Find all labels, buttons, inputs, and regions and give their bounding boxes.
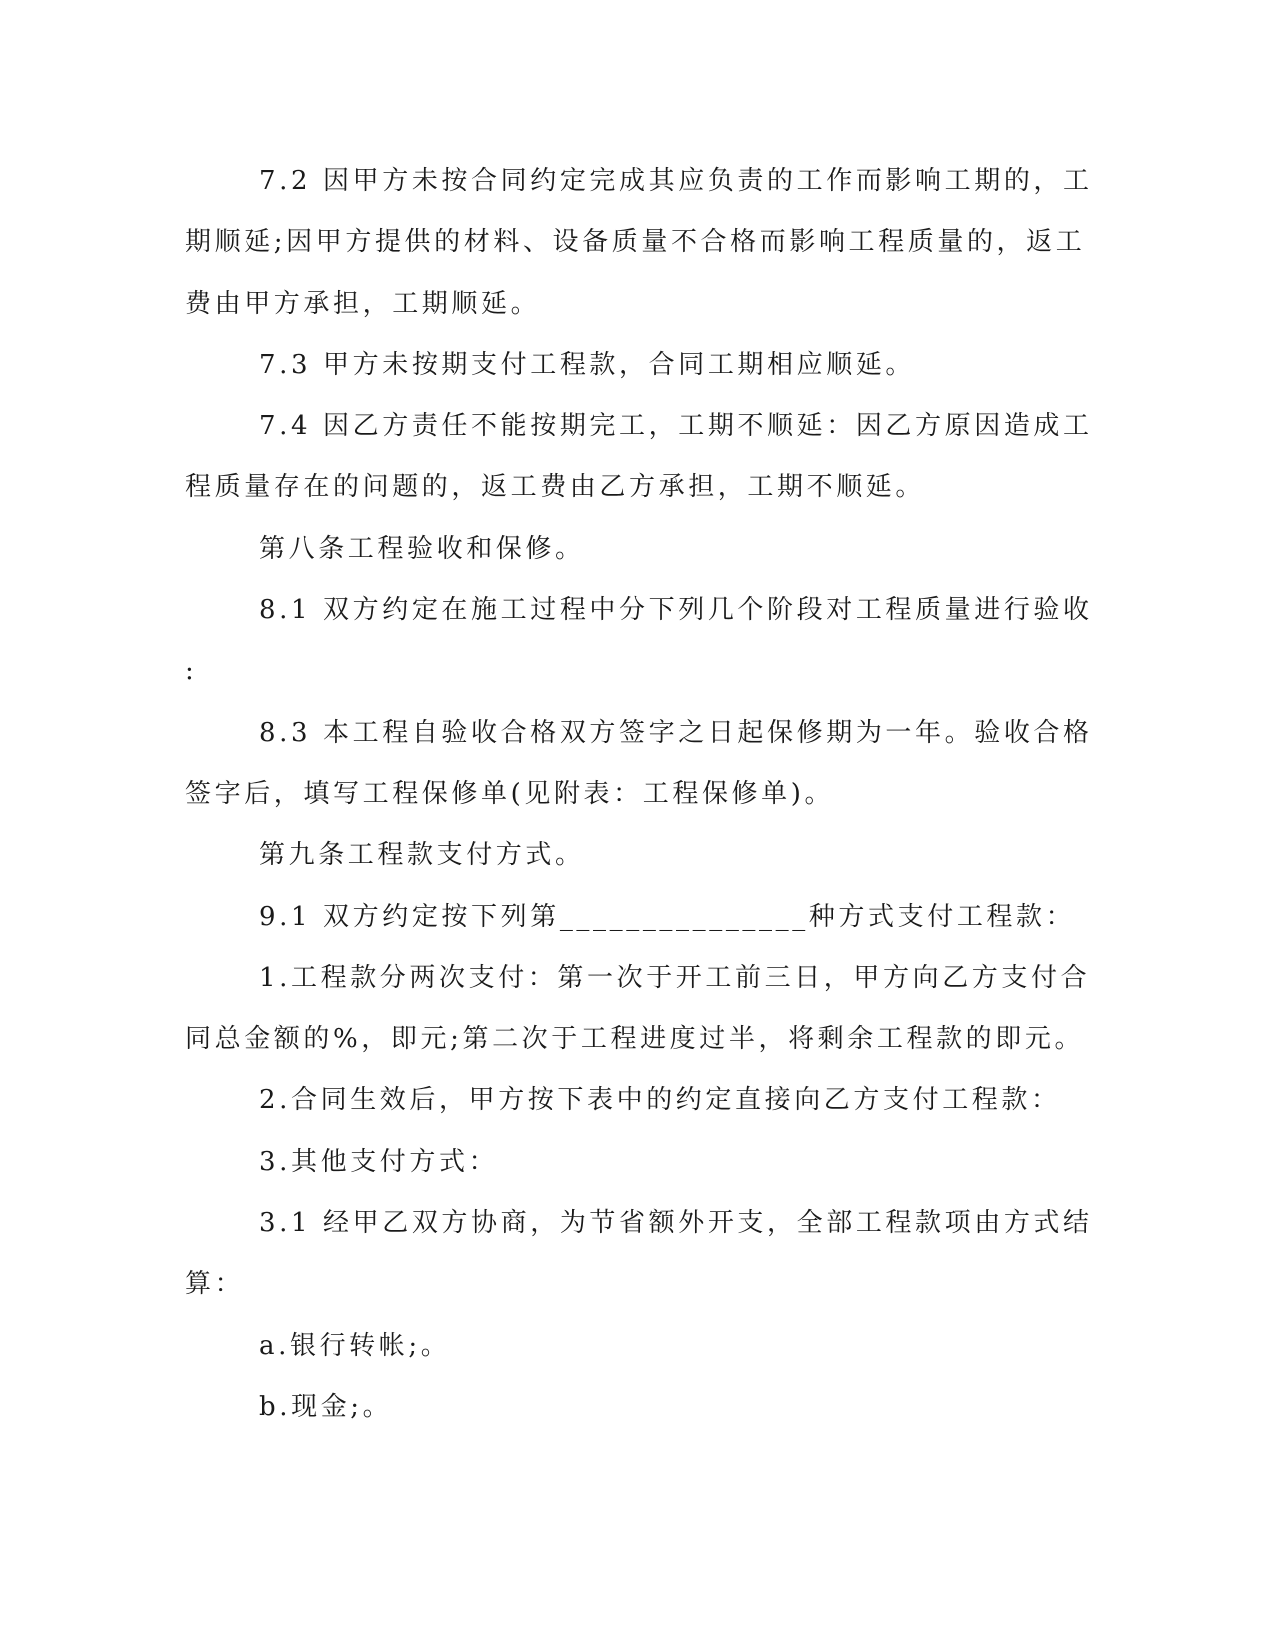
clause-3-1-line-1: 3.1 经甲乙双方协商，为节省额外开支，全部工程款项由方式结 — [259, 1208, 1093, 1239]
contract-body-text — [185, 163, 1093, 1450]
clause-9-1: 9.1 双方约定按下列第_______________种方式支付工程款： — [259, 901, 1076, 932]
clause-8-3-line-1: 8.3 本工程自验收合格双方签字之日起保修期为一年。验收合格 — [259, 717, 1093, 748]
clause-7-2-line-3: 费由甲方承担，工期顺延。 — [185, 288, 541, 319]
clause-7-2-line-1: 7.2 因甲方未按合同约定完成其应负责的工作而影响工期的，工 — [259, 166, 1093, 196]
clause-3-1-line-2: 算： — [185, 1269, 245, 1300]
article-9-heading: 第九条工程款支付方式。 — [259, 840, 585, 871]
clause-7-4-line-1: 7.4 因乙方责任不能按期完工，工期不顺延：因乙方原因造成工 — [259, 411, 1093, 442]
settlement-option-b: b.现金;。 — [259, 1391, 393, 1422]
clause-7-2-line-2: 期顺延;因甲方提供的材料、设备质量不合格而影响工程质量的，返工 — [185, 227, 1086, 258]
clause-8-1-line-1: 8.1 双方约定在施工过程中分下列几个阶段对工程质量进行验收 — [259, 595, 1093, 626]
payment-option-3: 3.其他支付方式： — [259, 1146, 499, 1177]
clause-7-4-line-2: 程质量存在的问题的，返工费由乙方承担，工期不顺延。 — [185, 472, 926, 503]
settlement-option-a: a.银行转帐;。 — [259, 1330, 451, 1361]
clause-8-3-line-2: 签字后，填写工程保修单(见附表：工程保修单)。 — [185, 778, 835, 809]
payment-option-1-line-1: 1.工程款分两次支付：第一次于开工前三日，甲方向乙方支付合 — [259, 962, 1091, 993]
payment-option-2: 2.合同生效后，甲方按下表中的约定直接向乙方支付工程款： — [259, 1085, 1061, 1116]
article-8-heading: 第八条工程验收和保修。 — [259, 533, 585, 564]
clause-8-1-line-2: : — [185, 656, 198, 687]
payment-option-1-line-2: 同总金额的%，即元;第二次于工程进度过半，将剩余工程款的即元。 — [185, 1024, 1085, 1055]
clause-7-3: 7.3 甲方未按期支付工程款，合同工期相应顺延。 — [259, 349, 916, 380]
